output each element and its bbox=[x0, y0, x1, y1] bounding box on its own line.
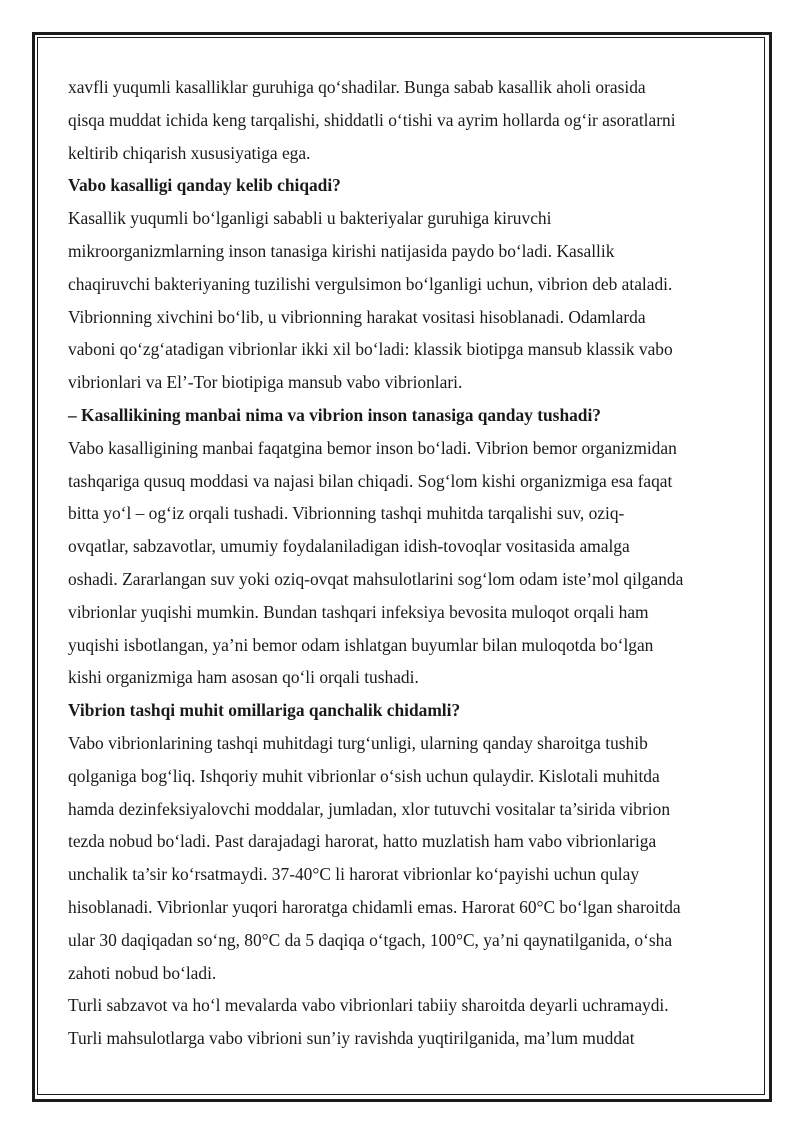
text-line: unchalik ta’sir ko‘rsatmaydi. 37-40°C li harorat vibrionlar ko‘payishi uchun qulay bbox=[68, 864, 640, 885]
text-line: ovqatlar, sabzavotlar, umumiy foydalaniladigan idish-tovoqlar vositasida amalga bbox=[68, 536, 630, 557]
text-line: yuqishi isbotlangan, ya’ni bemor odam ishlatgan buyumlar bilan muloqotda bo‘lgan bbox=[68, 634, 654, 655]
text-line: zahoti nobud bo‘ladi. bbox=[68, 962, 217, 983]
text-line: Turli mahsulotlarga vabo vibrioni sun’iy ravishda yuqtirilganida, ma’lum muddat bbox=[68, 1028, 635, 1049]
text-line: qolganiga bog‘liq. Ishqoriy muhit vibrionlar o‘sish uchun qulaydir. Kislotali muhitda bbox=[68, 765, 660, 786]
text-line: kishi organizmiga ham asosan qo‘li orqali tushadi. bbox=[68, 667, 419, 688]
text-line: qisqa muddat ichida keng tarqalishi, shiddatli o‘tishi va ayrim hollarda og‘ir asoratlarni bbox=[68, 109, 676, 130]
text-line: keltirib chiqarish xususiyatiga ega. bbox=[68, 142, 311, 163]
text-line: vibrionlar yuqishi mumkin. Bundan tashqari infeksiya bevosita muloqot orqali ham bbox=[68, 601, 649, 622]
text-line: tashqariga qusuq moddasi va najasi bilan chiqadi. Sog‘lom kishi organizmiga esa faqat bbox=[68, 470, 673, 491]
text-line: vibrionlari va El’-Tor biotipiga mansub vabo vibrionlari. bbox=[68, 372, 463, 393]
text-line: tezda nobud bo‘ladi. Past darajadagi harorat, hatto muzlatish ham vabo vibrionlariga bbox=[68, 831, 657, 852]
text-line: oshadi. Zararlangan suv yoki oziq-ovqat mahsulotlarini sog‘lom odam iste’mol qilganda bbox=[68, 568, 684, 589]
text-line: chaqiruvchi bakteriyaning tuzilishi vergulsimon bo‘lganligi uchun, vibrion deb ataladi. bbox=[68, 273, 673, 294]
text-line: Vabo vibrionlarining tashqi muhitdagi turg‘unligi, ularning qanday sharoitga tushib bbox=[68, 732, 648, 753]
text-line: xavfli yuqumli kasalliklar guruhiga qo‘shadilar. Bunga sabab kasallik aholi orasida bbox=[68, 77, 646, 97]
text-line: ular 30 daqiqadan so‘ng, 80°C da 5 daqiqa o‘tgach, 100°C, ya’ni qaynatilganida, o‘sha bbox=[68, 929, 673, 950]
text-line: hamda dezinfeksiyalovchi moddalar, jumladan, xlor tutuvchi vositalar ta’sirida vibrion bbox=[68, 798, 671, 819]
section-heading: Vabo kasalligi qanday kelib chiqadi? bbox=[68, 175, 341, 196]
document-body bbox=[68, 71, 740, 1055]
text-line: vaboni qo‘zg‘atadigan vibrionlar ikki xil bo‘ladi: klassik biotipga mansub klassik vabo bbox=[68, 339, 673, 360]
section-heading: Vibrion tashqi muhit omillariga qanchalik chidamli? bbox=[68, 700, 461, 721]
text-line: bitta yo‘l – og‘iz orqali tushadi. Vibrionning tashqi muhitda tarqalishi suv, oziq- bbox=[68, 503, 625, 524]
text-line: mikroorganizmlarning inson tanasiga kirishi natijasida paydo bo‘ladi. Kasallik bbox=[68, 240, 615, 261]
text-line: Vabo kasalligining manbai faqatgina bemor inson bo‘ladi. Vibrion bemor organizmidan bbox=[68, 437, 677, 458]
text-line: Kasallik yuqumli bo‘lganligi sababli u bakteriyalar guruhiga kiruvchi bbox=[68, 208, 552, 229]
section-heading: – Kasallikining manbai nima va vibrion inson tanasiga qanday tushadi? bbox=[68, 404, 602, 425]
text-line: hisoblanadi. Vibrionlar yuqori haroratga chidamli emas. Harorat 60°C bo‘lgan sharoitda bbox=[68, 896, 681, 917]
text-line: Vibrionning xivchini bo‘lib, u vibrionning harakat vositasi hisoblanadi. Odamlarda bbox=[68, 306, 646, 327]
text-line: Turli sabzavot va ho‘l mevalarda vabo vibrionlari tabiiy sharoitda deyarli uchramaydi. bbox=[68, 995, 669, 1016]
